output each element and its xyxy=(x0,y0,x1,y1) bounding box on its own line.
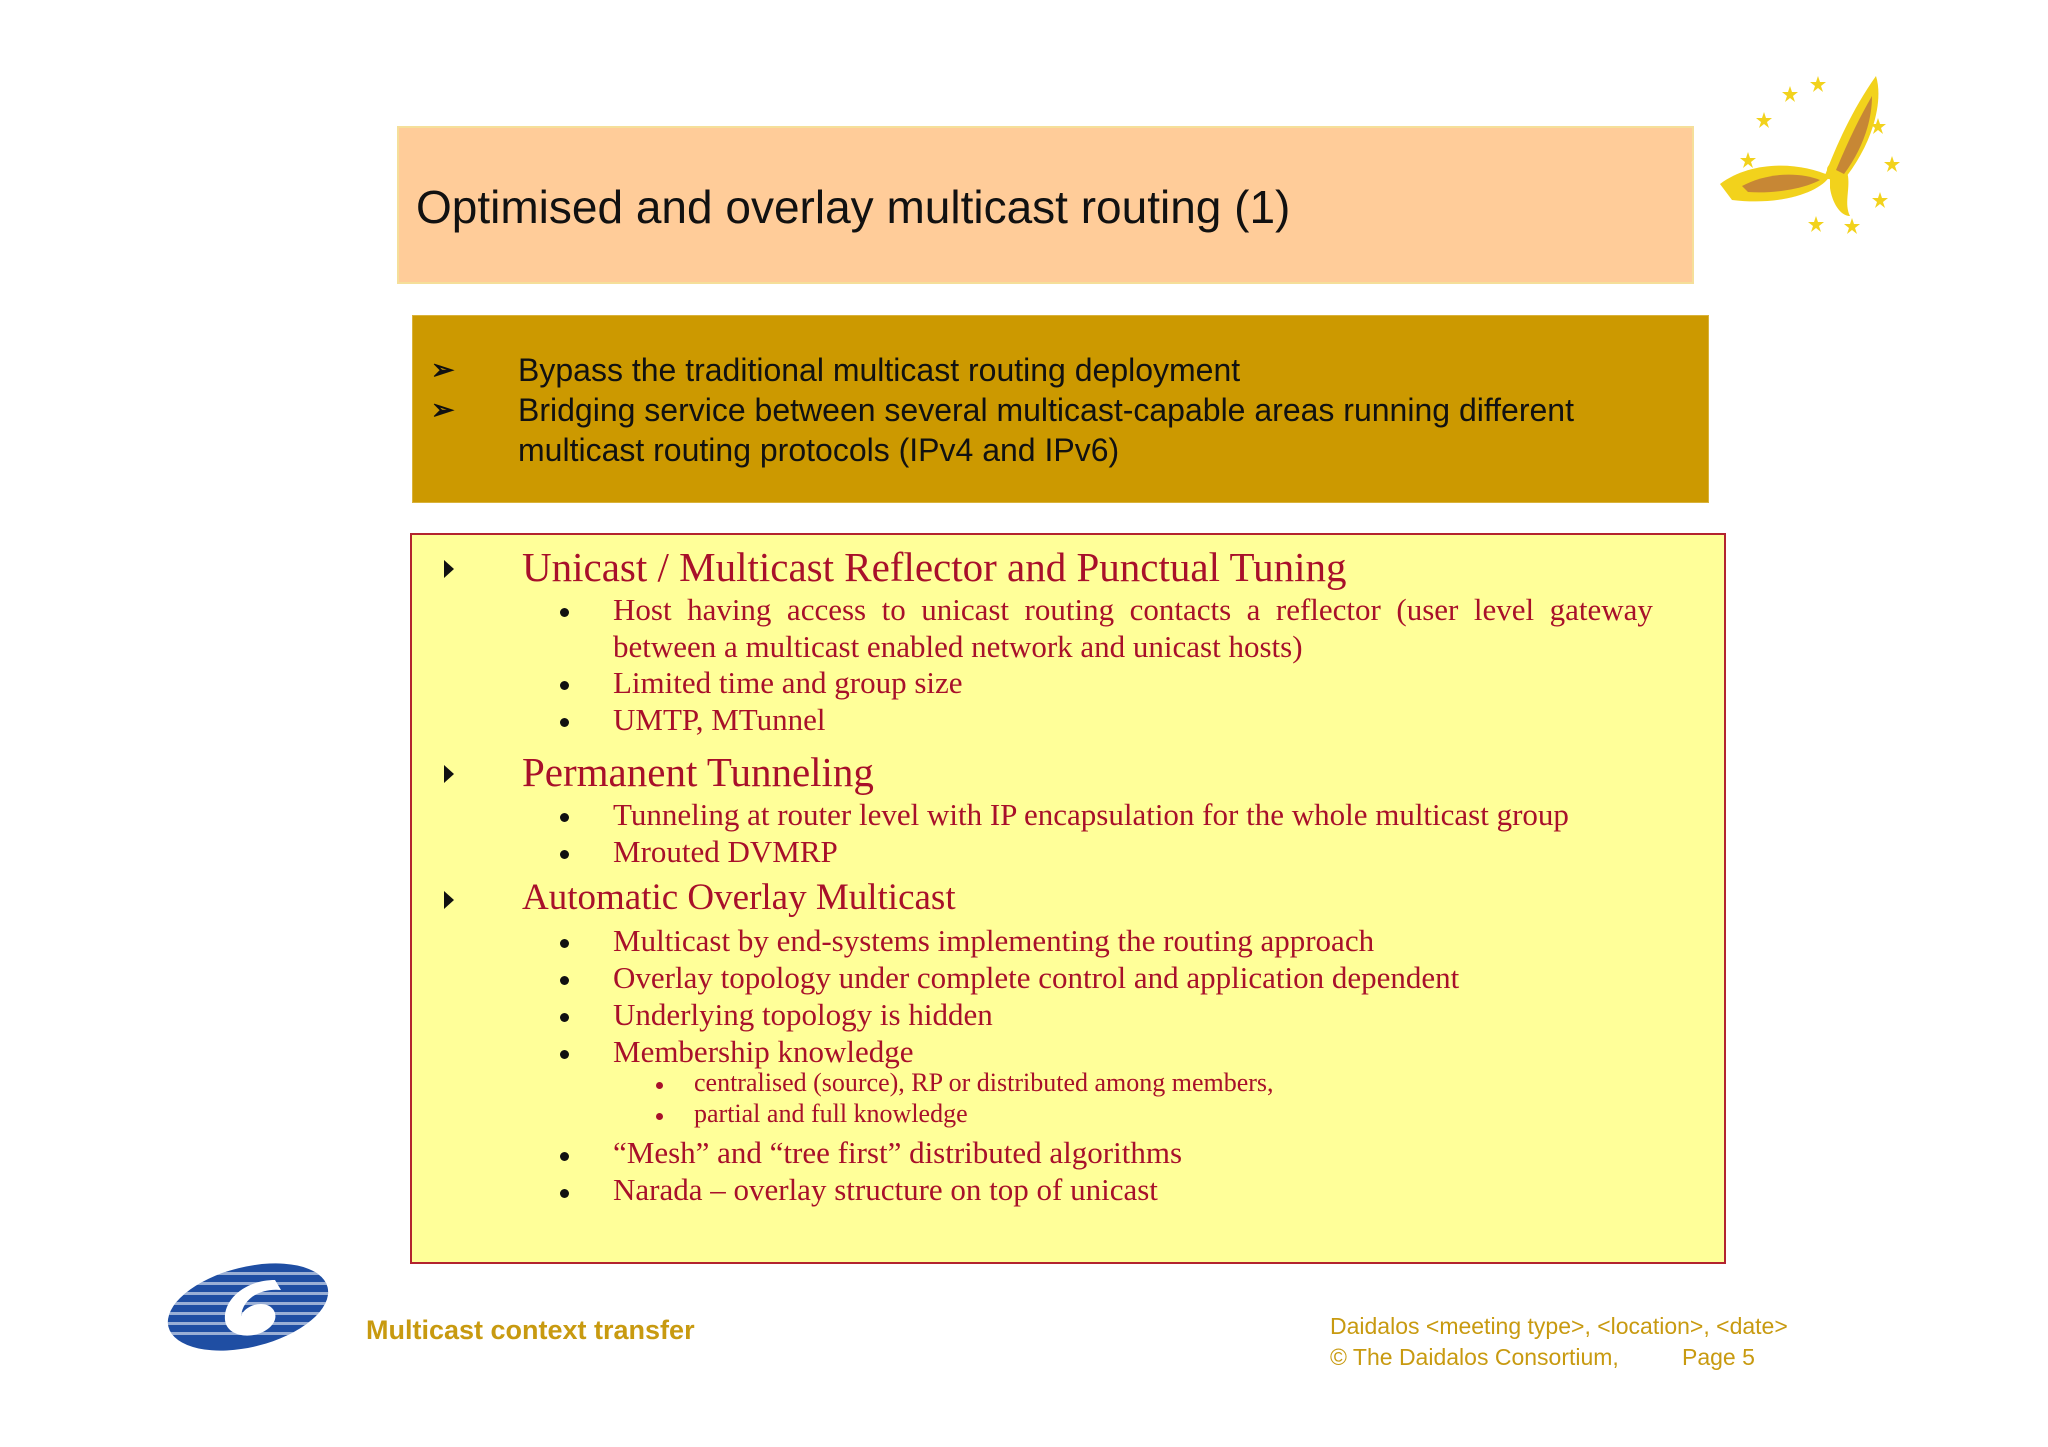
summary-item-text: Bridging service between several multicast-capable areas running different xyxy=(518,392,1574,428)
star-icon xyxy=(1740,152,1756,168)
dot-bullet-icon xyxy=(560,850,569,859)
star-icon xyxy=(1810,76,1826,92)
dot-bullet-icon xyxy=(560,608,569,617)
summary-box xyxy=(412,315,1709,503)
dot-bullet-icon xyxy=(560,681,569,690)
star-icon xyxy=(1756,112,1772,128)
slide-title: Optimised and overlay multicast routing (1) xyxy=(416,181,1291,233)
dot-bullet-icon xyxy=(560,813,569,822)
sub-list-item: partial and full knowledge xyxy=(694,1099,968,1128)
star-icon xyxy=(1808,216,1824,232)
triangle-bullet-icon xyxy=(444,560,454,578)
dot-bullet-icon xyxy=(656,1082,663,1089)
list-item: Underlying topology is hidden xyxy=(613,997,993,1032)
list-item-continuation: between a multicast enabled network and unicast hosts) xyxy=(613,629,1303,664)
dot-bullet-icon xyxy=(560,939,569,948)
footer-page-number: Page 5 xyxy=(1682,1344,1755,1370)
star-icon xyxy=(1872,192,1888,208)
list-item: UMTP, MTunnel xyxy=(613,702,826,737)
slide-title-box xyxy=(397,126,1694,284)
arrow-bullet-icon: ➢ xyxy=(431,394,455,425)
list-item: “Mesh” and “tree first” distributed algorithms xyxy=(613,1135,1183,1170)
arrow-bullet-icon: ➢ xyxy=(431,354,455,385)
dot-bullet-icon xyxy=(560,1189,569,1198)
triangle-bullet-icon xyxy=(444,765,454,783)
sub-list-item: centralised (source), RP or distributed among members, xyxy=(694,1068,1274,1097)
dot-bullet-icon xyxy=(560,1050,569,1059)
star-icon xyxy=(1884,156,1900,172)
footer-meeting: Daidalos <meeting type>, <location>, <date> xyxy=(1330,1313,1788,1339)
dot-bullet-icon xyxy=(560,1152,569,1161)
triangle-bullet-icon xyxy=(444,891,454,909)
footer-topic: Multicast context transfer xyxy=(366,1315,695,1345)
list-item: Tunneling at router level with IP encapsulation for the whole multicast group xyxy=(613,797,1569,832)
section-heading: Unicast / Multicast Reflector and Punctual Tuning xyxy=(522,544,1347,590)
daidalos-bird-logo-icon xyxy=(1712,66,1902,244)
star-icon xyxy=(1782,86,1798,102)
section-heading: Automatic Overlay Multicast xyxy=(522,877,956,918)
footer-copyright: © The Daidalos Consortium, xyxy=(1330,1344,1619,1370)
summary-item-text: multicast routing protocols (IPv4 and IPv6) xyxy=(518,432,1120,468)
list-item: Membership knowledge xyxy=(613,1034,914,1069)
list-item: Overlay topology under complete control and application dependent xyxy=(613,960,1460,995)
content-box xyxy=(410,533,1726,1264)
list-item: Limited time and group size xyxy=(613,665,963,700)
list-item: Mrouted DVMRP xyxy=(613,834,838,869)
star-icon xyxy=(1844,218,1860,234)
list-item: Host having access to unicast routing contacts a reflector (user level gateway xyxy=(613,592,1653,627)
dot-bullet-icon xyxy=(560,1013,569,1022)
dot-bullet-icon xyxy=(656,1113,663,1120)
dot-bullet-icon xyxy=(560,718,569,727)
list-item: Multicast by end-systems implementing the routing approach xyxy=(613,923,1375,958)
section-heading: Permanent Tunneling xyxy=(522,749,874,795)
summary-item-text: Bypass the traditional multicast routing deployment xyxy=(518,352,1241,388)
fp6-logo-icon xyxy=(165,1262,331,1352)
dot-bullet-icon xyxy=(560,976,569,985)
list-item: Narada – overlay structure on top of unicast xyxy=(613,1172,1158,1207)
